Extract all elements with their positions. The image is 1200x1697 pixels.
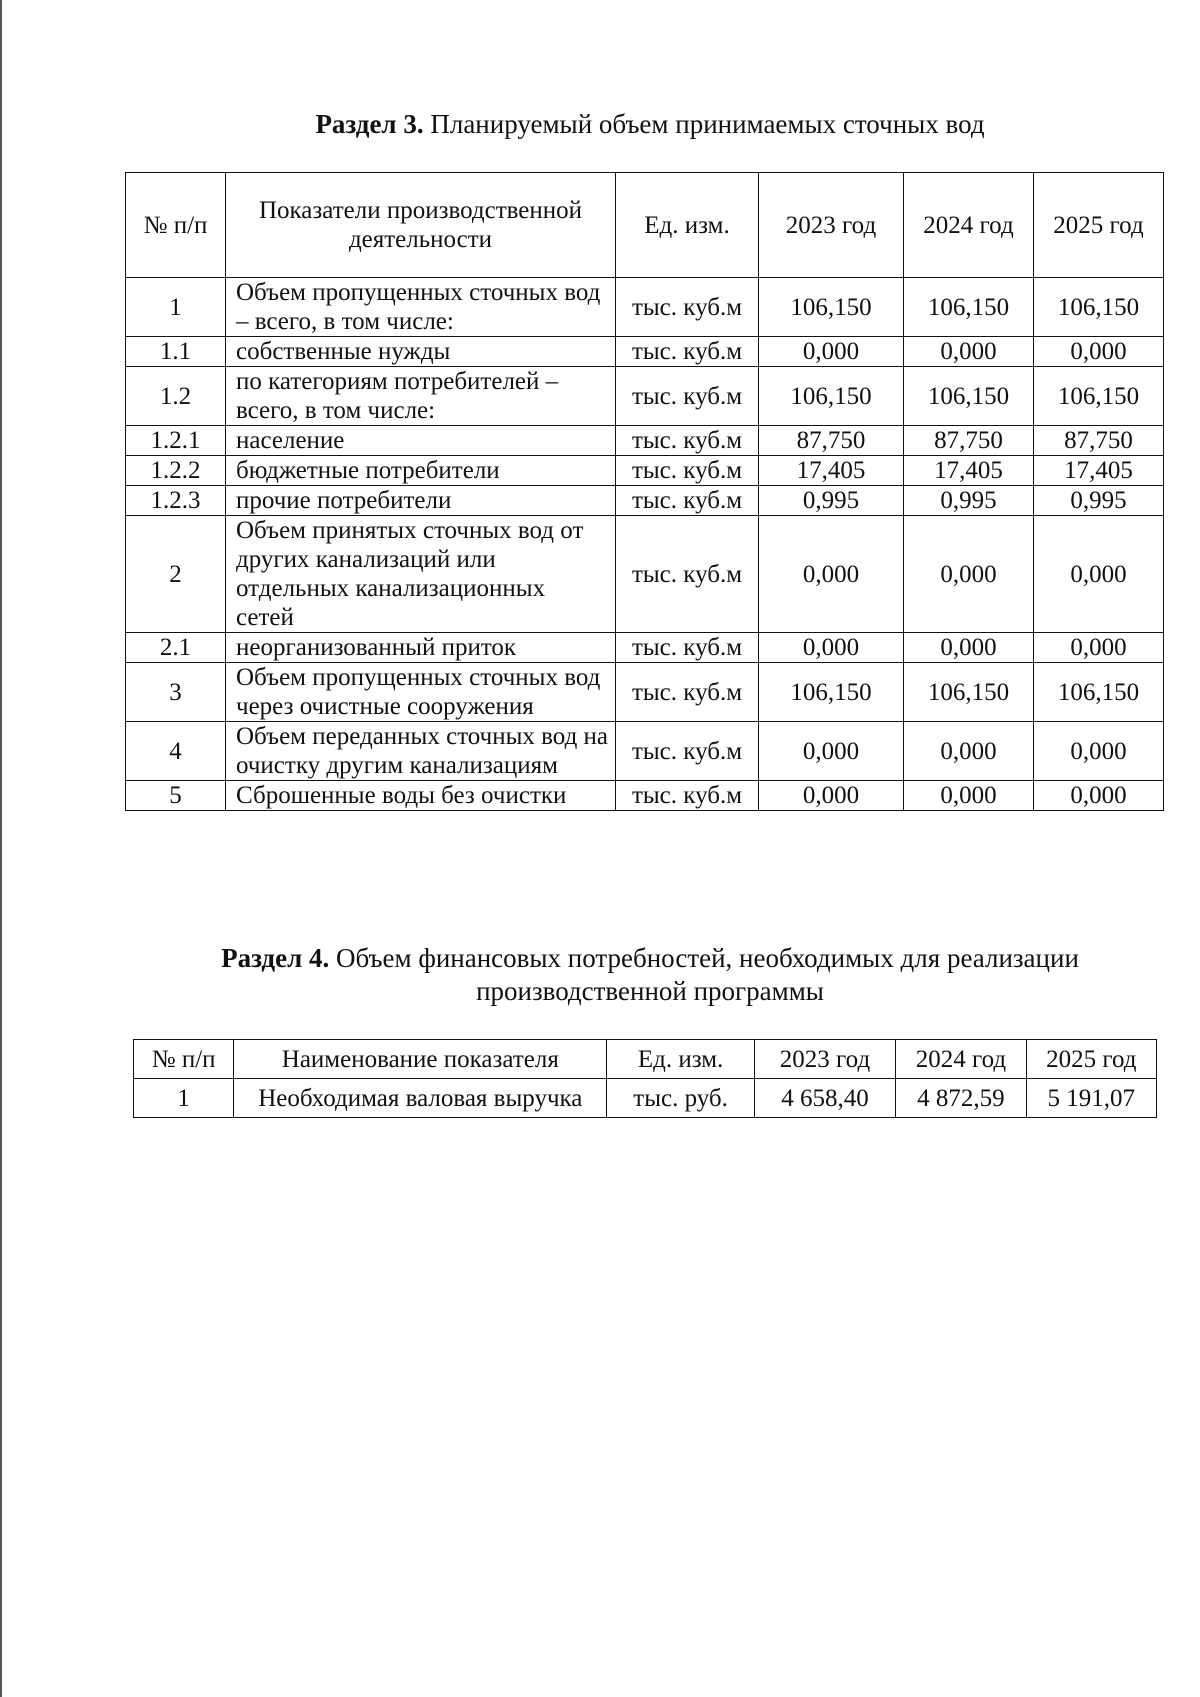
row-value-2024: 0,000 [904, 781, 1034, 811]
table-row [126, 722, 1164, 781]
row-indicator: Объем переданных сточных вод на очистку другим канализациям [226, 722, 616, 781]
row-value-2024: 106,150 [904, 663, 1034, 722]
row-value-2025: 0,000 [1034, 722, 1164, 781]
section-4-label: Раздел 4. [221, 943, 330, 973]
row-indicator: Необходимая валовая выручка [234, 1079, 607, 1118]
row-num: 2 [126, 516, 226, 633]
table-header-row [134, 1040, 1157, 1079]
header-indicator-name: Наименование показателя [234, 1040, 607, 1079]
section-3-title [50, 108, 1200, 141]
row-value-2024: 0,995 [904, 486, 1034, 516]
row-value-2023: 0,000 [759, 633, 904, 663]
row-unit: тыс. куб.м [616, 337, 759, 367]
header-indicator: Показатели производственной деятельности [226, 173, 616, 278]
row-value-2025: 0,000 [1034, 633, 1164, 663]
row-value-2024: 0,000 [904, 337, 1034, 367]
header-2024: 2024 год [896, 1040, 1026, 1079]
table-row [126, 278, 1164, 337]
section-4-heading-line1: Объем финансовых потребностей, необходимых для реализации [335, 943, 1079, 973]
row-value-2023: 106,150 [759, 663, 904, 722]
row-value-2025: 106,150 [1034, 663, 1164, 722]
row-value-2025: 5 191,07 [1026, 1079, 1156, 1118]
table-row [126, 663, 1164, 722]
row-value-2023: 0,000 [759, 516, 904, 633]
row-unit: тыс. куб.м [616, 456, 759, 486]
row-value-2024: 0,000 [904, 516, 1034, 633]
row-value-2023: 0,000 [759, 337, 904, 367]
row-value-2025: 0,000 [1034, 781, 1164, 811]
row-value-2023: 0,000 [759, 781, 904, 811]
row-indicator: Объем принятых сточных вод от других канализаций или отдельных канализационных сетей [226, 516, 616, 633]
row-indicator: прочие потребители [226, 486, 616, 516]
table-row [126, 486, 1164, 516]
row-value-2024: 0,000 [904, 633, 1034, 663]
row-unit: тыс. куб.м [616, 781, 759, 811]
section-3-heading: Планируемый объем принимаемых сточных вод [430, 109, 985, 139]
row-num: 1 [134, 1079, 234, 1118]
row-indicator: неорганизованный приток [226, 633, 616, 663]
row-unit: тыс. куб.м [616, 516, 759, 633]
row-num: 1.2 [126, 367, 226, 426]
row-unit: тыс. куб.м [616, 486, 759, 516]
row-num: 4 [126, 722, 226, 781]
table-row [134, 1079, 1157, 1118]
row-value-2023: 106,150 [759, 278, 904, 337]
section-3-label: Раздел 3. [315, 109, 424, 139]
row-value-2023: 87,750 [759, 426, 904, 456]
row-num: 3 [126, 663, 226, 722]
row-num: 1 [126, 278, 226, 337]
row-indicator: Объем пропущенных сточных вод через очистные сооружения [226, 663, 616, 722]
header-2025: 2025 год [1026, 1040, 1156, 1079]
row-num: 1.1 [126, 337, 226, 367]
header-num: № п/п [126, 173, 226, 278]
table-row [126, 426, 1164, 456]
row-indicator: население [226, 426, 616, 456]
row-value-2025: 87,750 [1034, 426, 1164, 456]
row-num: 5 [126, 781, 226, 811]
row-value-2025: 0,995 [1034, 486, 1164, 516]
table-row [126, 337, 1164, 367]
row-indicator: по категориям потребителей – всего, в том числе: [226, 367, 616, 426]
row-value-2024: 4 872,59 [896, 1079, 1026, 1118]
table-row [126, 633, 1164, 663]
table-row [126, 781, 1164, 811]
row-indicator: Сброшенные воды без очистки [226, 781, 616, 811]
header-2025: 2025 год [1034, 173, 1164, 278]
table-row [126, 456, 1164, 486]
row-indicator: собственные нужды [226, 337, 616, 367]
row-value-2024: 87,750 [904, 426, 1034, 456]
row-indicator: Объем пропущенных сточных вод – всего, в том числе: [226, 278, 616, 337]
header-2023: 2023 год [754, 1040, 895, 1079]
wastewater-volume-table [125, 172, 1164, 811]
table-header-row [126, 173, 1164, 278]
row-unit: тыс. руб. [607, 1079, 754, 1118]
row-unit: тыс. куб.м [616, 633, 759, 663]
header-unit: Ед. изм. [607, 1040, 754, 1079]
section-4-heading-line2: производственной программы [476, 976, 824, 1006]
row-num: 1.2.1 [126, 426, 226, 456]
row-unit: тыс. куб.м [616, 663, 759, 722]
header-unit: Ед. изм. [616, 173, 759, 278]
row-value-2025: 0,000 [1034, 516, 1164, 633]
row-unit: тыс. куб.м [616, 278, 759, 337]
financial-needs-table [133, 1039, 1157, 1118]
row-num: 1.2.2 [126, 456, 226, 486]
table-row [126, 516, 1164, 633]
row-value-2024: 17,405 [904, 456, 1034, 486]
table-row [126, 367, 1164, 426]
row-value-2025: 106,150 [1034, 278, 1164, 337]
row-num: 2.1 [126, 633, 226, 663]
section-4-title [50, 942, 1200, 1008]
scan-edge [0, 0, 2, 1697]
header-num: № п/п [134, 1040, 234, 1079]
row-value-2023: 4 658,40 [754, 1079, 895, 1118]
row-unit: тыс. куб.м [616, 722, 759, 781]
row-value-2024: 106,150 [904, 278, 1034, 337]
row-unit: тыс. куб.м [616, 367, 759, 426]
header-2024: 2024 год [904, 173, 1034, 278]
row-value-2024: 0,000 [904, 722, 1034, 781]
row-value-2023: 106,150 [759, 367, 904, 426]
row-unit: тыс. куб.м [616, 426, 759, 456]
header-2023: 2023 год [759, 173, 904, 278]
row-value-2025: 0,000 [1034, 337, 1164, 367]
row-value-2023: 0,995 [759, 486, 904, 516]
row-value-2023: 0,000 [759, 722, 904, 781]
row-value-2025: 106,150 [1034, 367, 1164, 426]
row-value-2023: 17,405 [759, 456, 904, 486]
row-value-2024: 106,150 [904, 367, 1034, 426]
row-value-2025: 17,405 [1034, 456, 1164, 486]
row-num: 1.2.3 [126, 486, 226, 516]
row-indicator: бюджетные потребители [226, 456, 616, 486]
